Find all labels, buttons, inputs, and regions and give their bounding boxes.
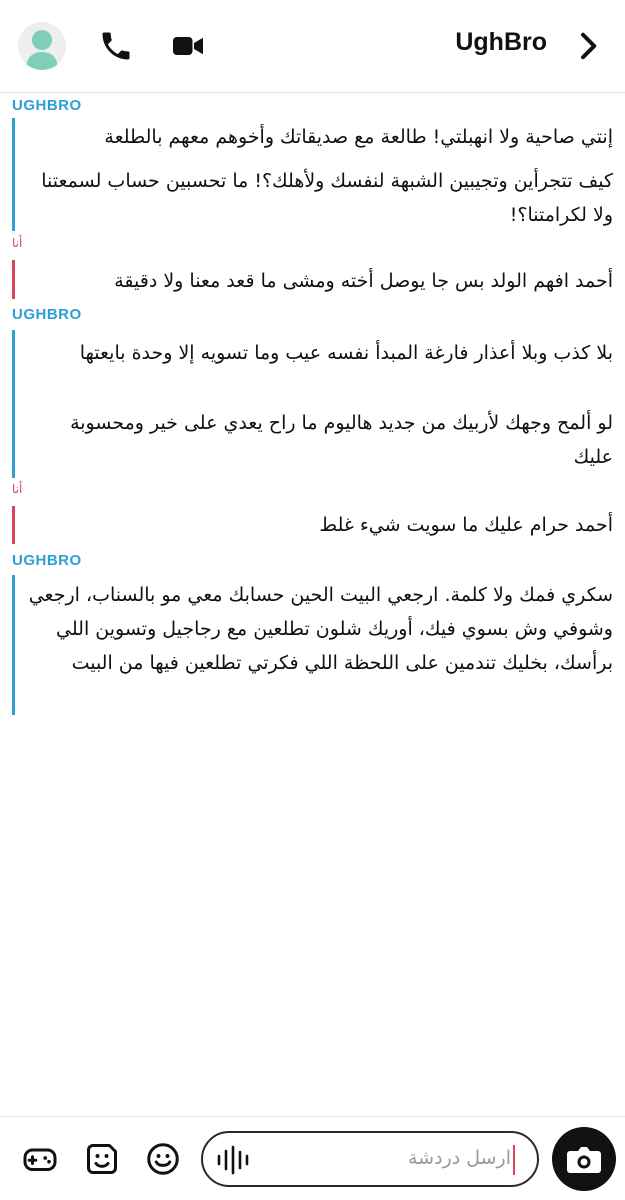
message-text: بلا كذب وبلا أعذار فارغة المبدأ نفسه عيب وما تسويه إلا وحدة بايعتها — [79, 342, 613, 364]
bitmoji-avatar-icon — [18, 22, 66, 70]
emoji-icon[interactable] — [145, 1141, 181, 1177]
sender-label: UGHBRO — [12, 97, 82, 114]
chevron-right-icon[interactable] — [573, 30, 603, 62]
message-bar — [12, 260, 15, 299]
avatar[interactable] — [18, 22, 66, 70]
chat-input[interactable] — [201, 1131, 539, 1187]
message-text: أحمد حرام عليك ما سويت شيء غلط — [319, 514, 613, 536]
chat-title[interactable]: UghBro — [455, 28, 547, 56]
message-text: أحمد افهم الولد بس جا يوصل أخته ومشى ما قعد معنا ولا دقيقة — [114, 270, 613, 292]
message-text: إنتي صاحية ولا انهبلتي! طالعة مع صديقاتك وأخوهم معهم بالطلعة — [104, 126, 613, 148]
camera-button[interactable] — [552, 1127, 616, 1191]
message-bar — [12, 506, 15, 544]
input-placeholder: ارسل دردشة — [407, 1147, 511, 1169]
message-text: لو ألمح وجهك لأربيك من جديد هاليوم ما راح يعدي على خير ومحسوبة عليك — [70, 412, 613, 468]
camera-icon — [552, 1127, 616, 1191]
sender-label: أنا — [12, 236, 23, 250]
sender-label: UGHBRO — [12, 552, 82, 569]
voice-icon[interactable] — [215, 1143, 255, 1177]
message-bar — [12, 330, 15, 478]
text-caret — [513, 1145, 515, 1175]
video-icon[interactable] — [170, 28, 206, 64]
message-text: كيف تتجرأين وتجيبين الشبهة لنفسك ولأهلك؟! ما تحسبين حساب لسمعتنا ولا لكرامتنا؟! — [41, 170, 613, 226]
message-text: سكري فمك ولا كلمة. ارجعي البيت الحين حسابك معي مو بالسناب، ارجعي وشوفي وش بسوي فيك، أوريك شلون تطلعين مع رجاجيل وتسوين اللي برأسك، بخليك تندمين على اللحظة اللي فكرتي تطلعين فيها من البيت — [28, 584, 613, 674]
sender-label: أنا — [12, 482, 23, 496]
sender-label: UGHBRO — [12, 306, 82, 323]
message-bar — [12, 118, 15, 231]
sticker-icon[interactable] — [84, 1141, 120, 1177]
phone-icon[interactable] — [98, 28, 134, 64]
composer-bar — [0, 1116, 625, 1200]
message-bar — [12, 575, 15, 715]
gamepad-icon[interactable] — [22, 1141, 58, 1177]
chat-header — [0, 0, 625, 93]
